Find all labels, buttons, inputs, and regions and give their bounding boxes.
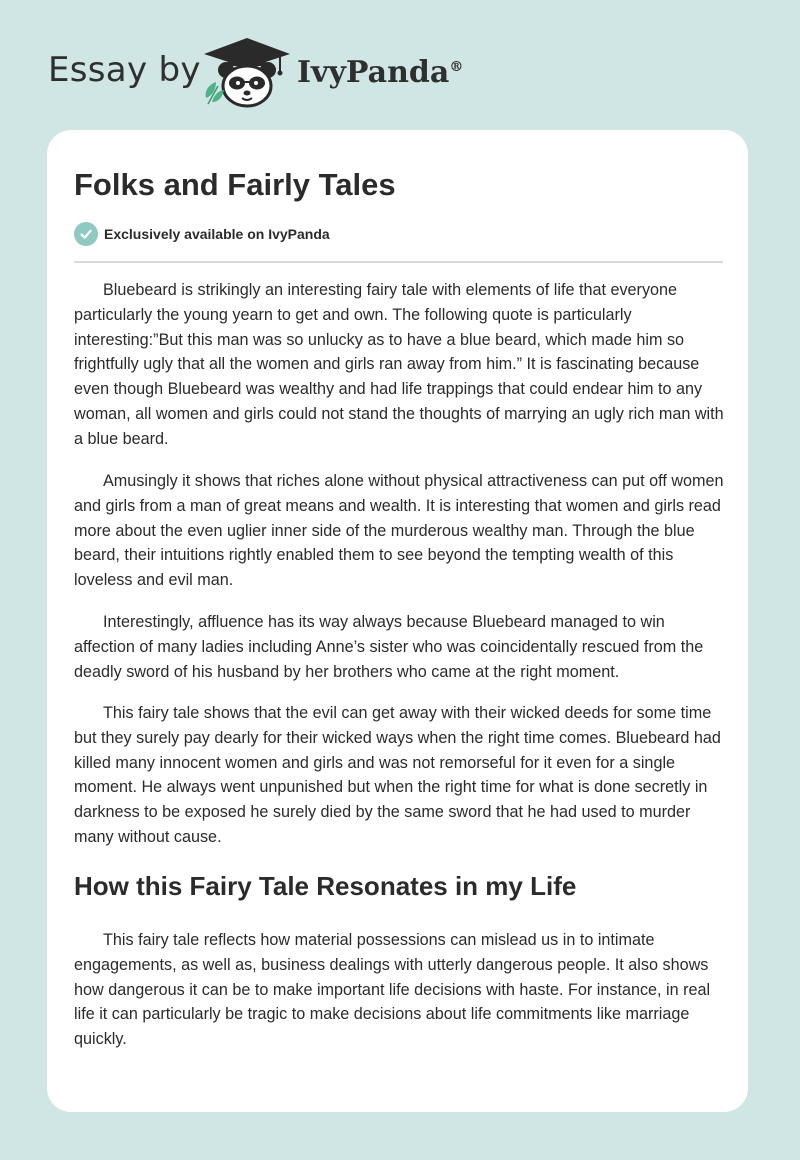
site-header [0, 0, 800, 120]
brand-name-text: IvyPanda [297, 55, 450, 90]
body-paragraph: Interestingly, affluence has its way always because Bluebeard managed to win affection of many ladies including Anne’s sister who was coincidentally rescued from the deadly sword of his husband by her brothers who came at the right moment. [74, 613, 704, 681]
brand-name [297, 55, 463, 90]
essay-card [47, 130, 748, 1112]
body-paragraph: Amusingly it shows that riches alone without physical attractiveness can put off women and girls from a man of great means and wealth. It is interesting that women and girls read more about the even uglier inner side of the murderous wealthy man. Through the blue beard, their intuitions rightly enabled them to see beyond the tempting wealth of this loveless and evil man. [74, 472, 724, 590]
divider [74, 261, 723, 263]
body-paragraph: Bluebeard is strikingly an interesting fairy tale with elements of life that everyone particularly the young yearn to get and own. The following quote is particularly interesting:”But this man was so unlucky as to have a blue beard, which made him so frightfully ugly that all the women and girls ran away from him.” It is fascinating because even though Bluebeard was wealthy and had life trappings that could endear him to any woman, all women and girls could not stand the thoughts of marrying an ugly rich man with a blue beard. [74, 281, 724, 448]
page-title: Folks and Fairly Tales [74, 167, 396, 202]
panda-graduation-logo-icon[interactable] [200, 36, 295, 108]
exclusive-label: Exclusively available on IvyPanda [104, 226, 330, 242]
check-icon [74, 222, 98, 246]
body-paragraph: This fairy tale reflects how material possessions can mislead us in to intimate engagements, as well as, business dealings with utterly dangerous people. It also shows how dangerous it can be to make important life decisions with haste. For instance, in real life it can particularly be tragic to make decisions about life commitments like marriage quickly. [74, 931, 711, 1049]
body-paragraph: This fairy tale shows that the evil can get away with their wicked deeds for some time but they surely pay dearly for their wicked ways when the right time comes. Bluebeard had killed many innocent women and girls and was not remorseful for it even for a single moment. He always went unpunished but when the right time for what is done secretly in darkness to be exposed he surely died by the same sword that he had used to murder many without cause. [74, 704, 721, 846]
brand-prefix: Essay by [48, 50, 201, 90]
registered-mark: ® [449, 59, 464, 75]
exclusive-badge [74, 221, 330, 247]
section-heading: How this Fairy Tale Resonates in my Life [74, 871, 577, 901]
